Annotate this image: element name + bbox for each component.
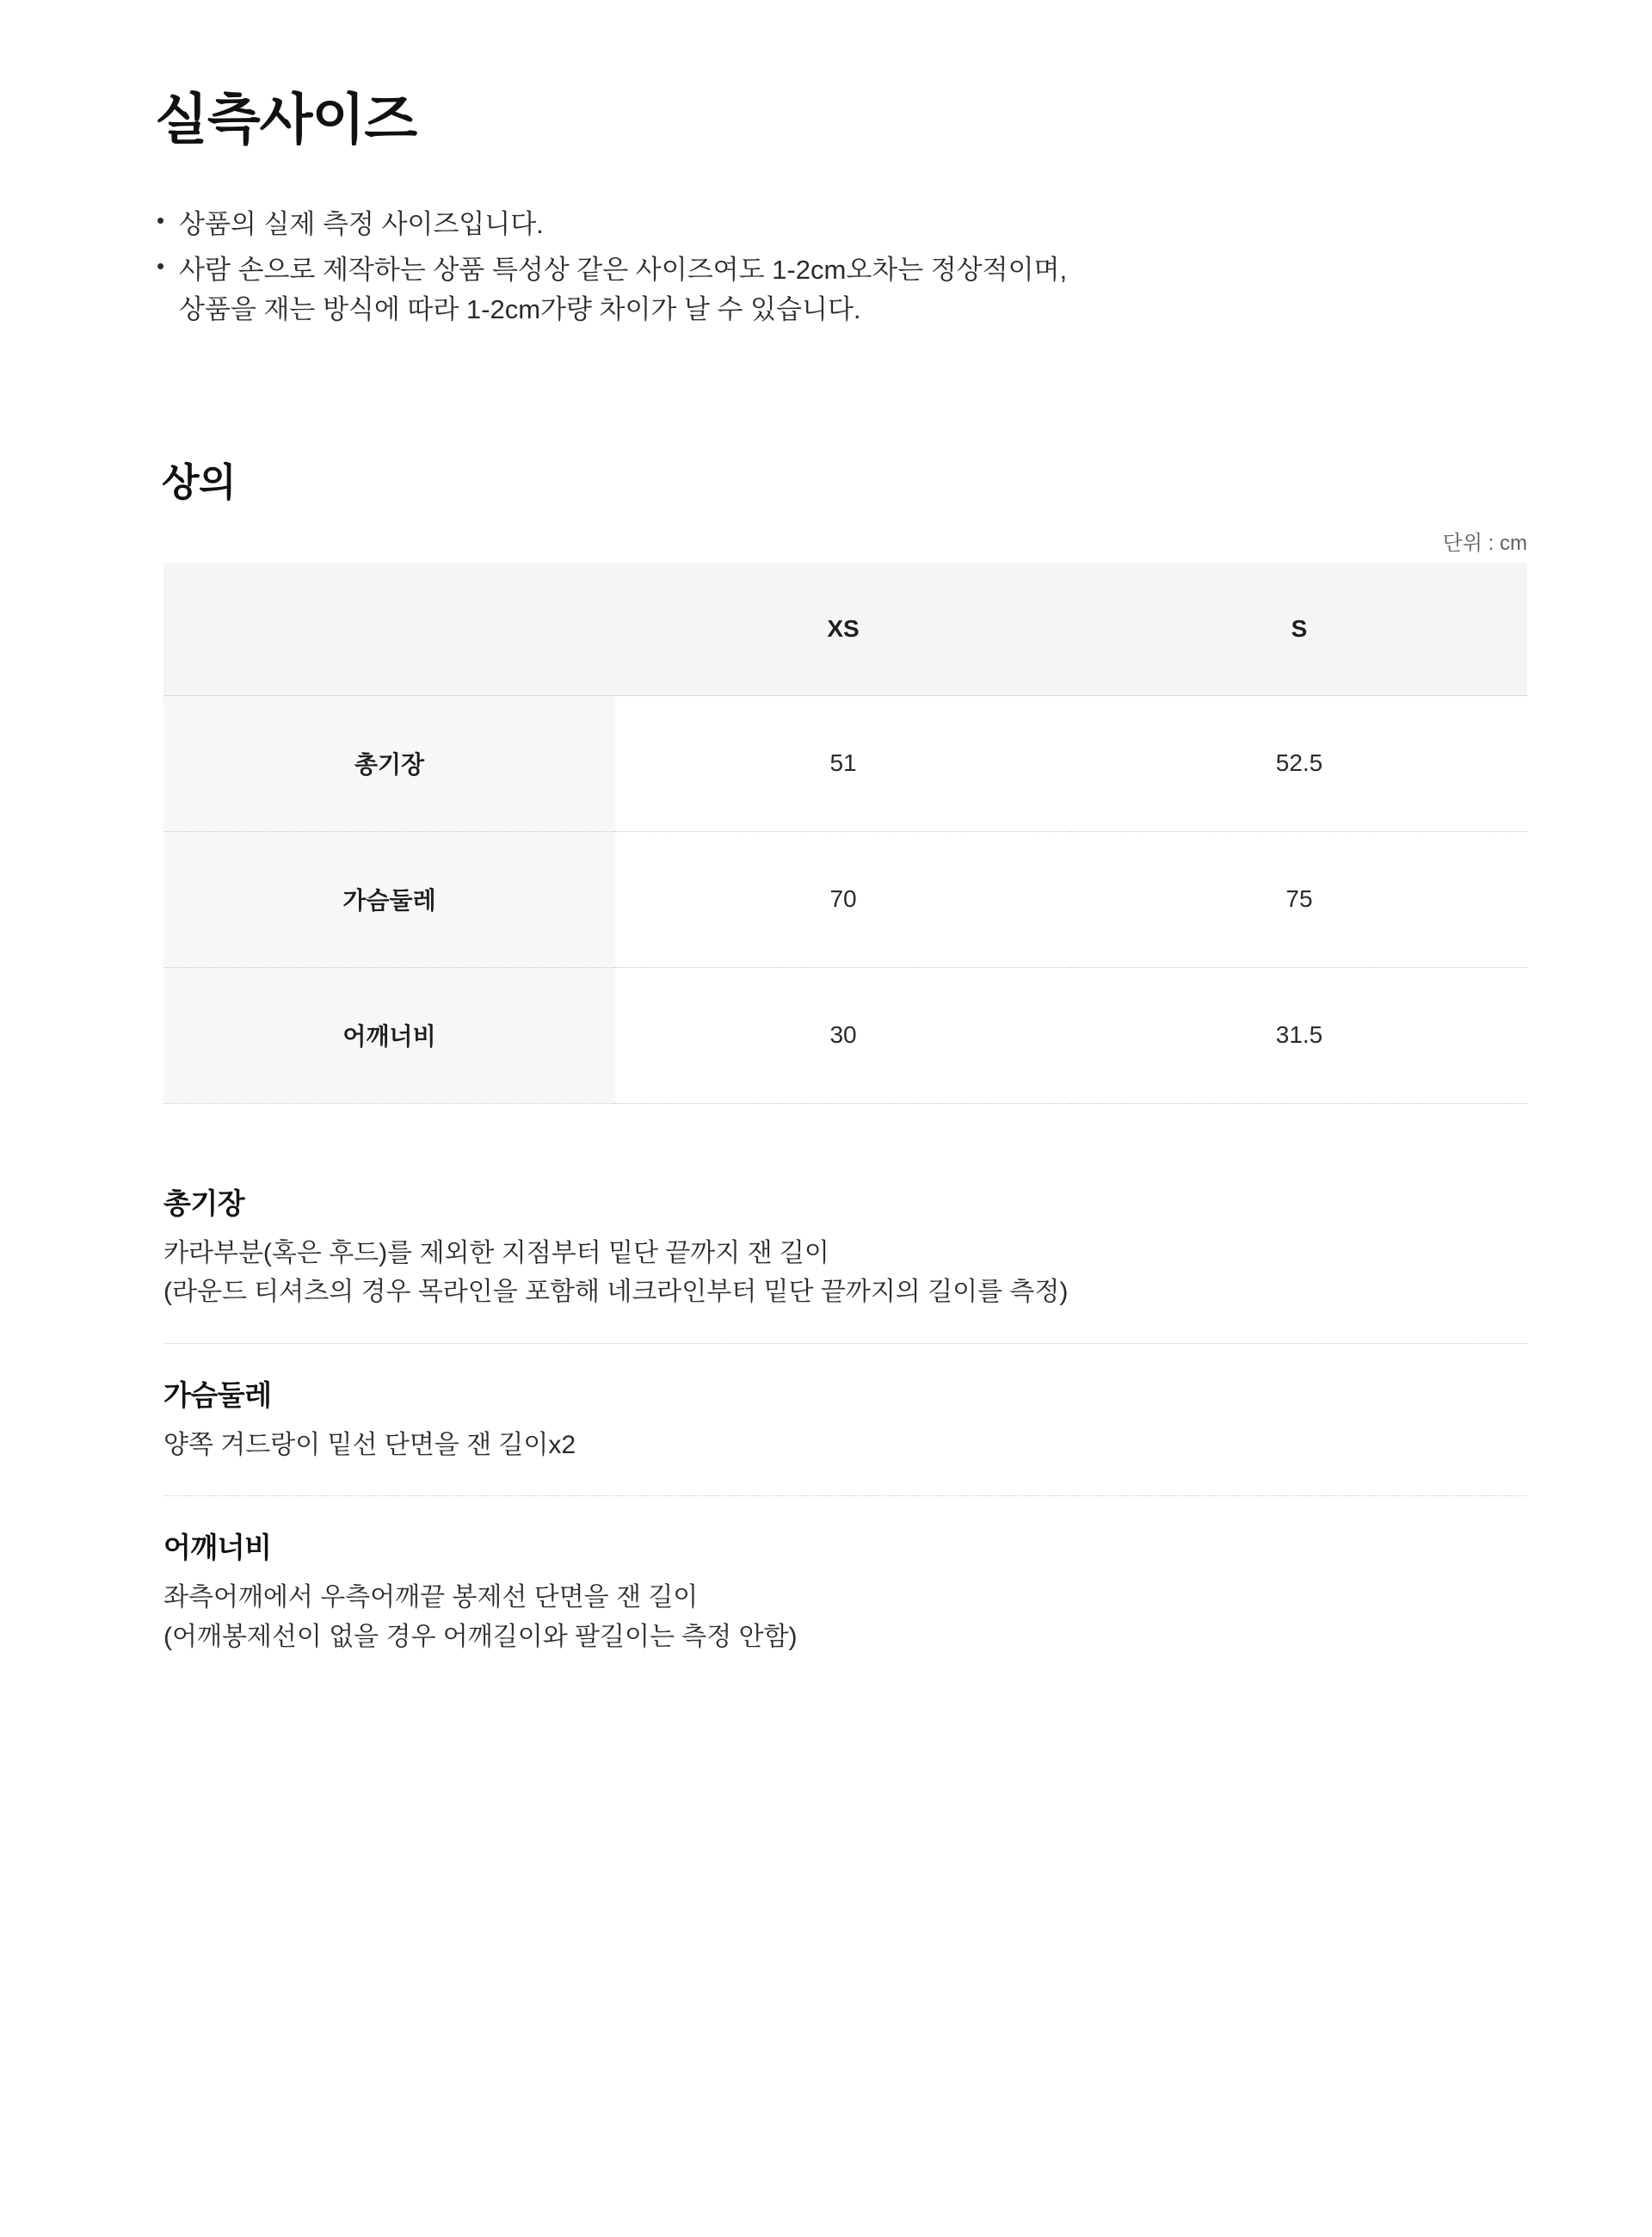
definition-line: 카라부분(혹은 후드)를 제외한 지점부터 밑단 끝까지 잰 길이 (163, 1238, 829, 1267)
measurement-definitions (0, 1181, 1652, 1688)
note-item (155, 205, 1652, 245)
cell-value: 51 (615, 695, 1071, 831)
definition-shoulder (163, 1525, 1527, 1687)
table-row (163, 831, 1527, 967)
table-header-row (163, 563, 1527, 696)
cell-value: 31.5 (1071, 967, 1527, 1103)
definition-term: 가슴둘레 (163, 1378, 272, 1411)
definition-term: 총기장 (163, 1186, 245, 1219)
cell-value: 70 (615, 831, 1071, 967)
definition-line: 양쪽 겨드랑이 밑선 단면을 잰 길이x2 (163, 1430, 576, 1459)
cell-value: 30 (615, 967, 1071, 1103)
table-row (163, 695, 1527, 831)
note-text-continued: 상품을 재는 방식에 따라 1-2cm가량 차이가 날 수 있습니다. (179, 294, 861, 324)
page-title: 실측사이즈 (155, 89, 417, 151)
note-text: • 상품의 실제 측정 사이즈입니다. (179, 209, 544, 239)
row-label: 어깨너비 (163, 967, 615, 1103)
definition-chest (163, 1373, 1527, 1497)
table-row (163, 967, 1527, 1103)
definition-line: 좌측어깨에서 우측어깨끝 봉제선 단면을 잰 길이 (163, 1583, 699, 1612)
size-table-container (0, 563, 1652, 1104)
intro-notes (0, 205, 1652, 330)
column-header-s: S (1071, 563, 1527, 696)
definition-line: (라운드 티셔츠의 경우 목라인을 포함해 네크라인부터 밑단 끝까지의 길이를 측정) (163, 1278, 1069, 1307)
top-size-section (0, 451, 1652, 1104)
note-item (155, 250, 1652, 330)
table-corner-cell (163, 563, 615, 696)
row-label: 가슴둘레 (163, 831, 615, 967)
size-table-body (163, 695, 1527, 1103)
cell-value: 52.5 (1071, 695, 1527, 831)
definition-line: (어깨봉제선이 없을 경우 어깨길이와 팔길이는 측정 안함) (163, 1622, 798, 1651)
definition-total-length (163, 1181, 1527, 1344)
cell-value: 75 (1071, 831, 1527, 967)
unit-label: 단위 : cm (1442, 531, 1527, 555)
size-table (163, 563, 1527, 1104)
definition-term: 어깨너비 (163, 1531, 272, 1564)
size-table-head (163, 563, 1527, 696)
note-text: • 사람 손으로 제작하는 상품 특성상 같은 사이즈여도 1-2cm오차는 정상적이며, (179, 254, 1068, 285)
row-label: 총기장 (163, 695, 615, 831)
column-header-xs: XS (615, 563, 1071, 696)
section-title: 상의 (162, 459, 236, 504)
